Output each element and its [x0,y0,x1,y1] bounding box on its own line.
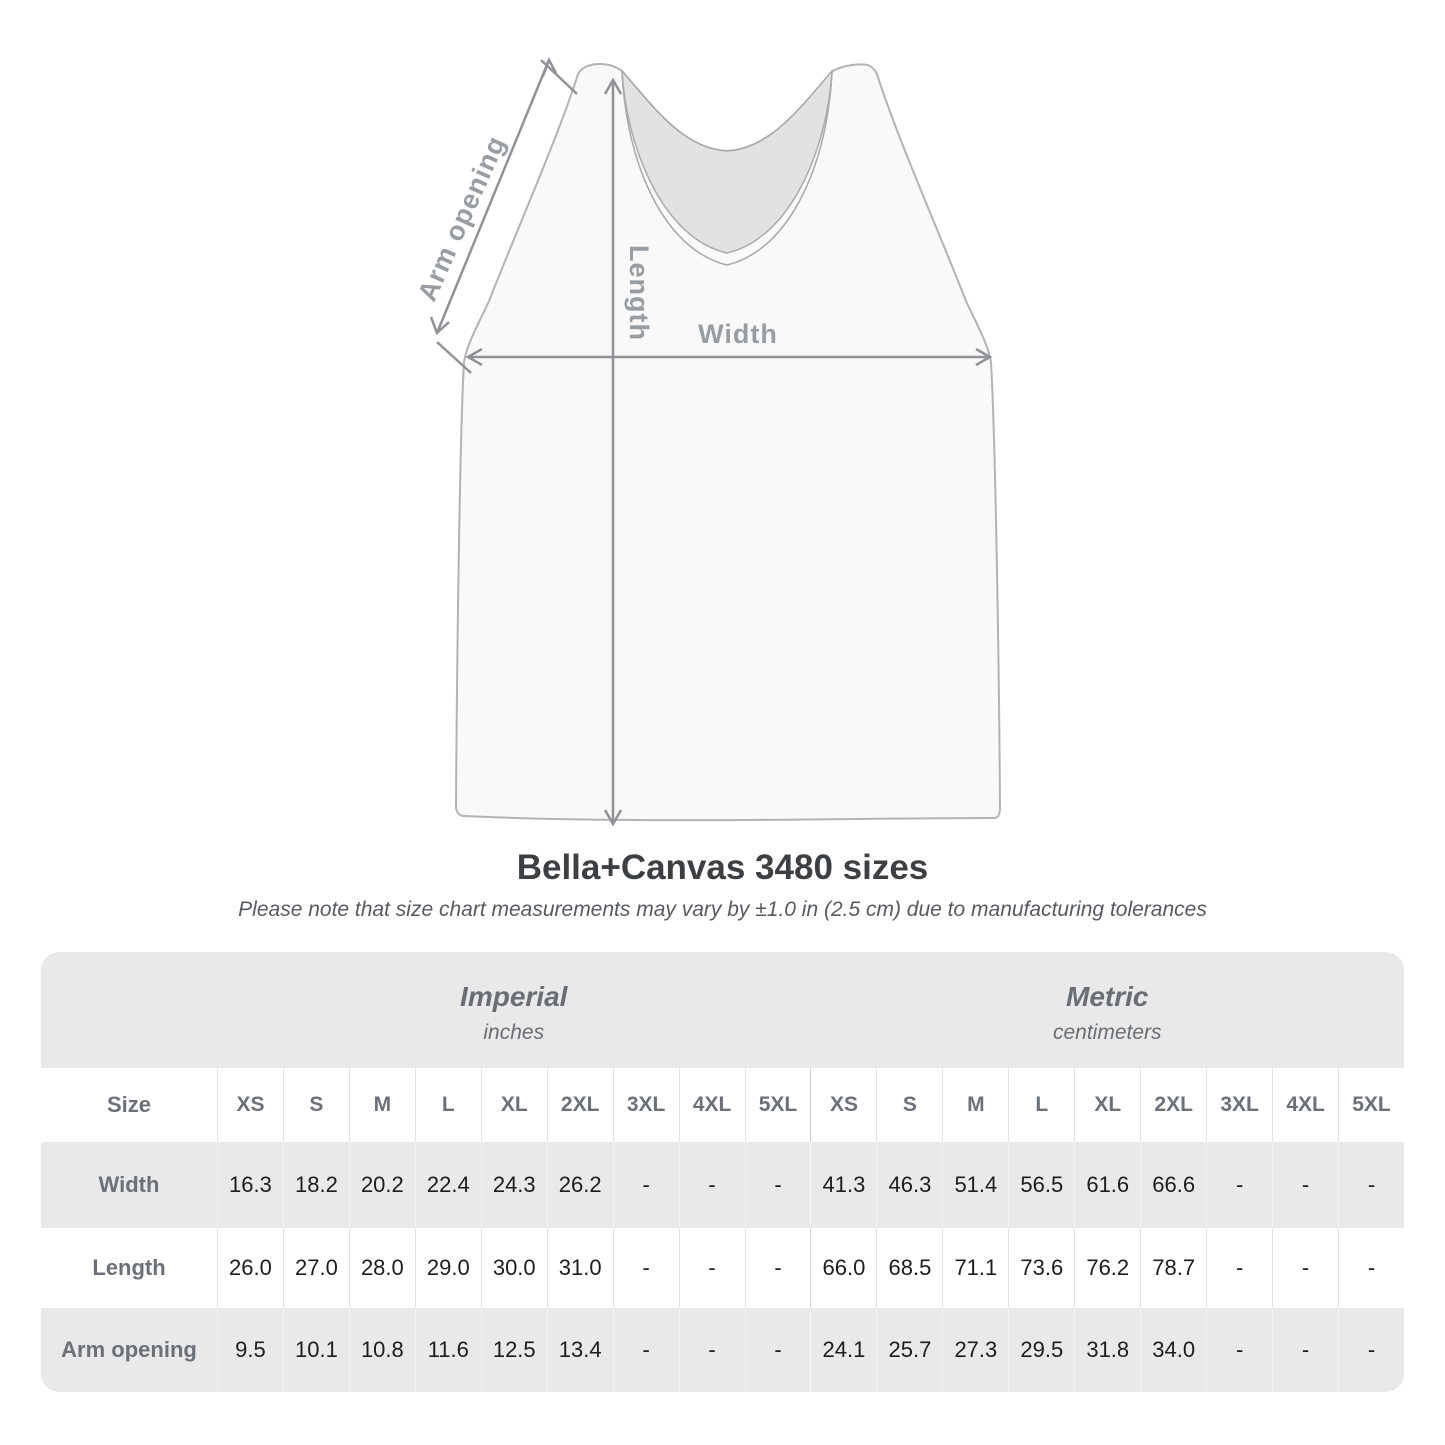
measurement-cell: - [745,1142,811,1228]
measurement-cell: 9.5 [217,1308,283,1392]
measurement-cell: - [1338,1228,1404,1308]
size-header-imperial-xs: XS [217,1068,283,1142]
size-header-metric-xs: XS [810,1068,876,1142]
measurement-cell: 29.5 [1008,1308,1074,1392]
measurement-cell: 24.1 [810,1308,876,1392]
arm-opening-label: Arm opening [411,131,512,306]
measurement-rows [41,1142,1404,1392]
width-label: Width [698,319,778,349]
size-header-metric-m: M [942,1068,1008,1142]
size-header-imperial-l: L [415,1068,481,1142]
measurement-cell: - [613,1228,679,1308]
size-header-imperial-m: M [349,1068,415,1142]
size-header-metric-l: L [1008,1068,1074,1142]
measurement-cell: 28.0 [349,1228,415,1308]
size-header-metric-3xl: 3XL [1206,1068,1272,1142]
measurement-cell: 66.6 [1140,1142,1206,1228]
size-header-imperial-5xl: 5XL [745,1068,811,1142]
measurement-cell: 20.2 [349,1142,415,1228]
measurement-cell: 10.1 [283,1308,349,1392]
measurement-cell: 22.4 [415,1142,481,1228]
measurement-cell: 68.5 [876,1228,942,1308]
measurement-cell: - [1338,1142,1404,1228]
measurement-cell: 56.5 [1008,1142,1074,1228]
unit-header-row [41,952,1404,1068]
size-header-metric-2xl: 2XL [1140,1068,1206,1142]
measurement-cell: - [1206,1142,1272,1228]
measurement-cell: 78.7 [1140,1228,1206,1308]
length-label: Length [624,245,654,341]
metric-unit: centimeters [1052,1021,1162,1044]
metric-label: Metric [1066,981,1149,1012]
table-row-width [41,1142,1404,1228]
measurement-cell: 31.0 [547,1228,613,1308]
measurement-cell: - [613,1308,679,1392]
measurement-cell: 41.3 [810,1142,876,1228]
metric-header [811,952,1405,1068]
measurement-cell: 61.6 [1074,1142,1140,1228]
measurement-cell: 76.2 [1074,1228,1140,1308]
imperial-unit: inches [483,1021,545,1044]
measurement-cell: 66.0 [810,1228,876,1308]
measurement-cell: 51.4 [942,1142,1008,1228]
row-label: Length [92,1255,166,1280]
measurement-cell: 27.0 [283,1228,349,1308]
tolerance-note: Please note that size chart measurements may vary by ±1.0 in (2.5 cm) due to manufacturing tolerances [238,898,1207,921]
size-column-header: Size [106,1092,152,1117]
size-header-metric-xl: XL [1074,1068,1140,1142]
measurement-cell: 71.1 [942,1228,1008,1308]
measurement-cell: 12.5 [481,1308,547,1392]
measurement-cell: 73.6 [1008,1228,1074,1308]
size-header-imperial-2xl: 2XL [547,1068,613,1142]
row-label: Width [98,1172,160,1197]
measurement-cell: 24.3 [481,1142,547,1228]
size-header-metric-5xl: 5XL [1338,1068,1404,1142]
measurement-cell: - [613,1142,679,1228]
table-row-length [41,1228,1404,1308]
measurement-cell: - [679,1308,745,1392]
measurement-cell: 13.4 [547,1308,613,1392]
measurement-cell: 34.0 [1140,1308,1206,1392]
table-row-arm-opening [41,1308,1404,1392]
measurement-cell: 29.0 [415,1228,481,1308]
size-header-imperial-xl: XL [481,1068,547,1142]
page-title: Bella+Canvas 3480 sizes [516,848,929,887]
measurement-cell: - [679,1228,745,1308]
measurement-cell: 30.0 [481,1228,547,1308]
measurement-cell: - [1272,1228,1338,1308]
size-header-imperial-3xl: 3XL [613,1068,679,1142]
unit-header-spacer [41,952,217,1068]
measurement-cell: 26.2 [547,1142,613,1228]
measurement-cell: - [1206,1228,1272,1308]
measurement-cell: - [745,1228,811,1308]
measurement-cell: - [745,1308,811,1392]
size-header-imperial-4xl: 4XL [679,1068,745,1142]
size-header-row [41,1068,1404,1142]
size-header-metric-s: S [876,1068,942,1142]
measurement-cell: - [1272,1142,1338,1228]
measurement-cell: 16.3 [217,1142,283,1228]
measurement-cell: 11.6 [415,1308,481,1392]
measurement-cell: - [1206,1308,1272,1392]
measurement-cell: - [679,1142,745,1228]
size-header-imperial-s: S [283,1068,349,1142]
row-label: Arm opening [61,1337,197,1362]
measurement-cell: 46.3 [876,1142,942,1228]
measurement-cell: 31.8 [1074,1308,1140,1392]
measurement-cell: - [1272,1308,1338,1392]
measurement-cell: 25.7 [876,1308,942,1392]
measurement-cell: - [1338,1308,1404,1392]
imperial-header [217,952,811,1068]
measurement-cell: 18.2 [283,1142,349,1228]
size-header-metric-4xl: 4XL [1272,1068,1338,1142]
size-table [41,952,1404,1392]
imperial-label: Imperial [460,981,568,1012]
measurement-cell: 27.3 [942,1308,1008,1392]
measurement-cell: 10.8 [349,1308,415,1392]
measurement-cell: 26.0 [217,1228,283,1308]
